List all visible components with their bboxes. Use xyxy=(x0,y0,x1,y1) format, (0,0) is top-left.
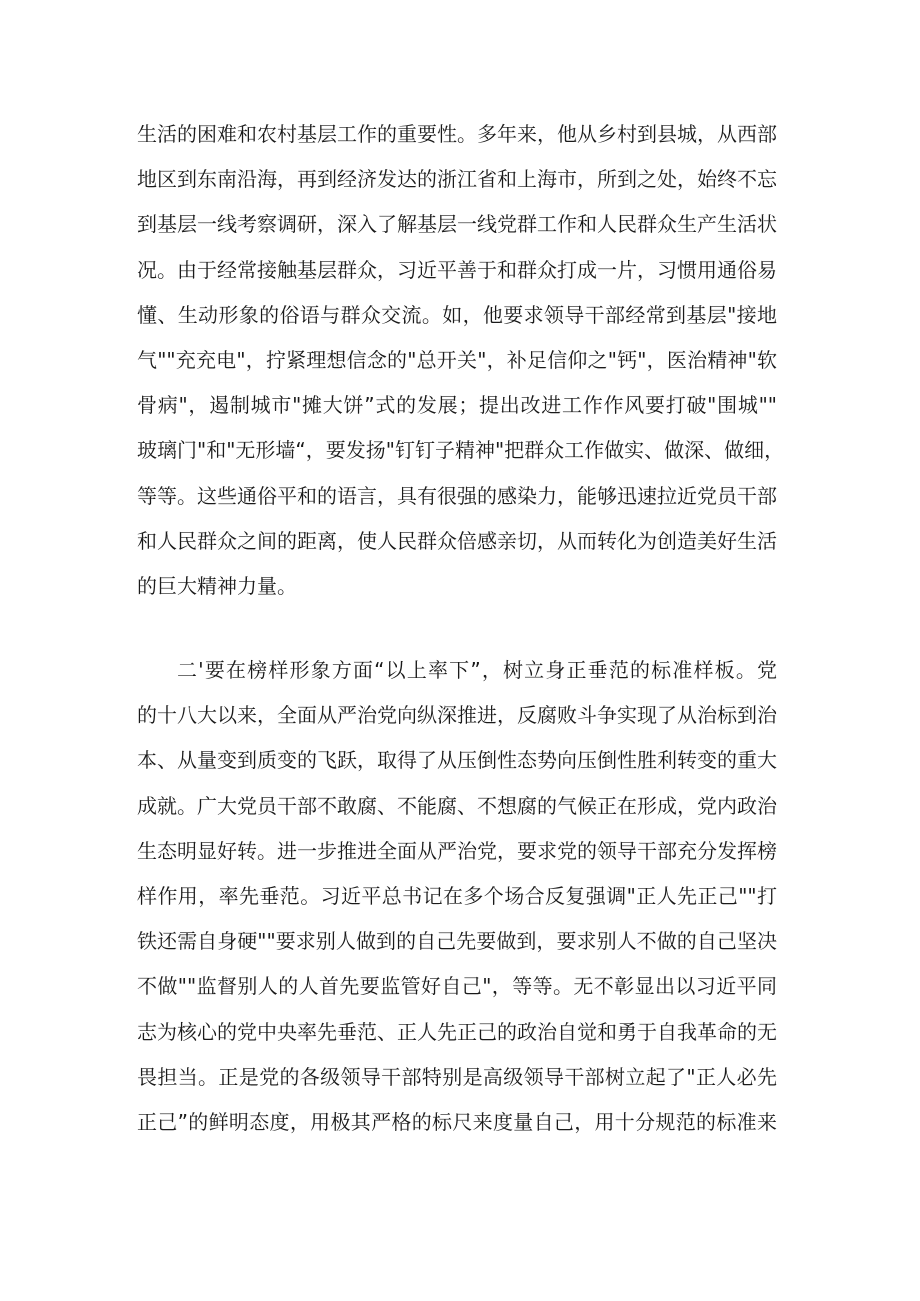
text-line: 况。由于经常接触基层群众，习近平善于和群众打成一片，习惯用通俗易 xyxy=(137,257,777,282)
text-line: 二'要在榜样形象方面“以上率下”，树立身正垂范的标准样板。党 xyxy=(177,658,777,682)
text-line: 等等。这些通俗平和的语言，具有很强的感染力，能够迅速拉近党员干部 xyxy=(137,483,777,508)
text-line: 不做""监督别人的人首先要监管好自己"，等等。无不彰显出以习近平同 xyxy=(137,974,777,999)
text-line: 志为核心的党中央率先垂范、正人先正己的政治自觉和勇于自我革命的无 xyxy=(137,1019,777,1044)
text-line: 铁还需自身硬""要求别人做到的自己先要做到，要求别人不做的自己坚决 xyxy=(137,929,777,954)
text-line: 生活的困难和农村基层工作的重要性。多年来，他从乡村到县城，从西部 xyxy=(137,122,777,146)
text-line: 正己”的鲜明态度，用极其严格的标尺来度量自己，用十分规范的标准来 xyxy=(137,1109,777,1134)
text-line: 懂、生动形象的俗语与群众交流。如，他要求领导干部经常到基层"接地 xyxy=(137,302,777,327)
text-line: 的十八大以来，全面从严治党向纵深推进，反腐败斗争实现了从治标到治 xyxy=(137,703,777,728)
paragraph-1 xyxy=(137,112,785,609)
text-line: 畏担当。正是党的各级领导干部特别是高级领导干部树立起了"正人必先 xyxy=(137,1064,777,1089)
paragraph-2 xyxy=(137,648,777,1145)
text-line: 地区到东南沿海，再到经济发达的浙江省和上海市，所到之处，始终不忘 xyxy=(137,167,777,192)
text-line: 玻璃门"和"无形墙“，要发扬"钉钉子精神"把群众工作做实、做深、做细， xyxy=(137,438,785,463)
text-line: 样作用，率先垂范。习近平总书记在多个场合反复强调"正人先正己""打 xyxy=(137,883,777,908)
text-line: 本、从量变到质变的飞跃，取得了从压倒性态势向压倒性胜利转变的重大 xyxy=(137,748,777,773)
text-line: 骨病"，遏制城市"摊大饼”式的发展；提出改进工作作风要打破"围城"" xyxy=(137,393,777,418)
text-line: 和人民群众之间的距离，使人民群众倍感亲切，从而转化为创造美好生活 xyxy=(137,528,777,553)
text-line: 的巨大精神力量。 xyxy=(137,573,297,598)
text-line: 成就。广大党员干部不敢腐、不能腐、不想腐的气候正在形成，党内政治 xyxy=(137,793,777,818)
text-line: 生态明显好转。进一步推进全面从严治党，要求党的领导干部充分发挥榜 xyxy=(137,838,777,863)
text-line: 到基层一线考察调研，深入了解基层一线党群工作和人民群众生产生活状 xyxy=(137,212,777,237)
text-line: 气""充充电"，拧紧理想信念的"总开关"，补足信仰之"钙"，医治精神"软 xyxy=(137,347,777,372)
